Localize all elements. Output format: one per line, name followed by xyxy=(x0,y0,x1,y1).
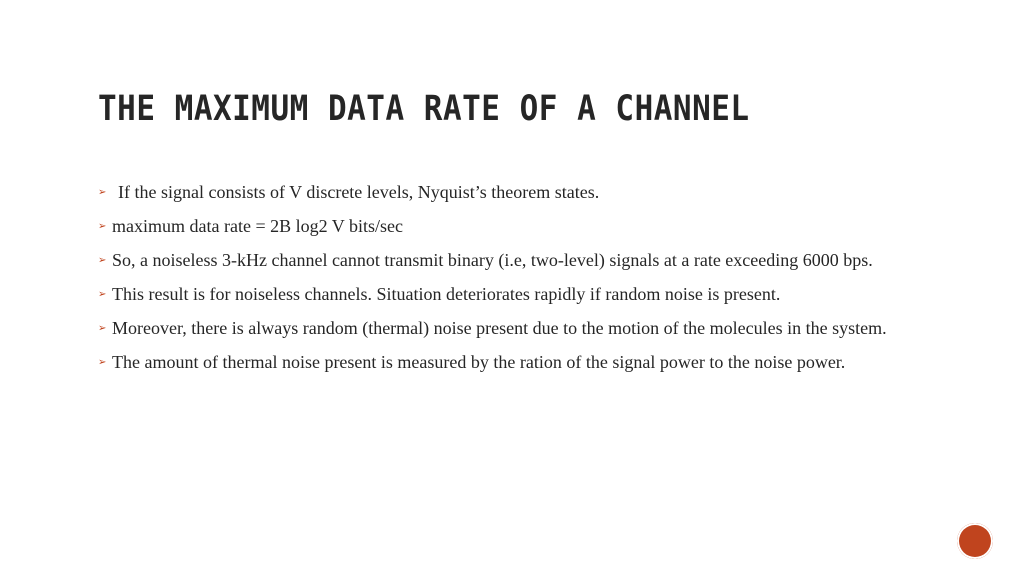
bullet-text: So, a noiseless 3-kHz channel cannot transmit binary (i.e, two-level) signals at a rate exceeding 6000 bps. xyxy=(112,250,873,270)
bullet-text: Moreover, there is always random (thermal) noise present due to the motion of the molecules in the system. xyxy=(112,318,887,338)
arrow-bullet-icon: ➢ xyxy=(98,221,107,232)
bullet-item xyxy=(98,249,938,272)
bullet-item xyxy=(98,351,938,374)
bullet-item xyxy=(98,317,938,340)
arrow-bullet-icon: ➢ xyxy=(98,187,107,198)
bullet-item xyxy=(98,283,938,306)
bullet-item xyxy=(98,215,938,238)
slide-title: THE MAXIMUM DATA RATE OF A CHANNEL xyxy=(98,88,750,129)
bullet-text: maximum data rate = 2B log2 V bits/sec xyxy=(112,216,403,236)
arrow-bullet-icon: ➢ xyxy=(98,255,107,266)
page-number-badge xyxy=(957,523,993,559)
bullet-item xyxy=(98,181,938,204)
bullet-text: This result is for noiseless channels. Situation deteriorates rapidly if random noise is present. xyxy=(112,284,781,304)
bullet-text: If the signal consists of V discrete levels, Nyquist’s theorem states. xyxy=(118,182,600,202)
arrow-bullet-icon: ➢ xyxy=(98,357,107,368)
bullet-list xyxy=(98,181,938,385)
arrow-bullet-icon: ➢ xyxy=(98,289,107,300)
arrow-bullet-icon: ➢ xyxy=(98,323,107,334)
bullet-text: The amount of thermal noise present is measured by the ration of the signal power to the noise power. xyxy=(112,352,846,372)
